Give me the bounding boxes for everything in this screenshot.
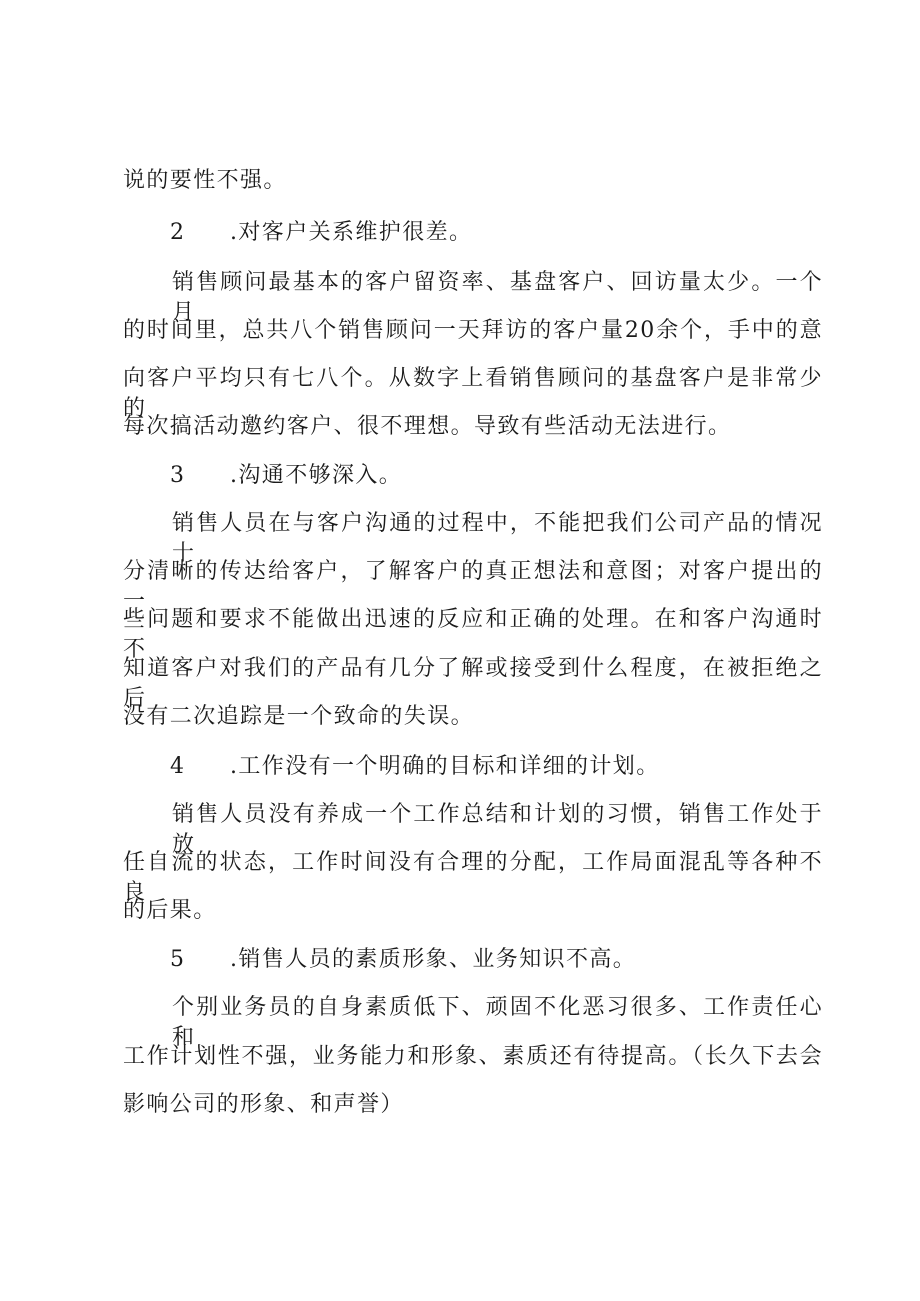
paragraph-line: 销售人员没有养成一个工作总结和计划的习惯，销售工作处于放: [172, 802, 823, 857]
list-number: 4: [170, 754, 184, 779]
list-number: 2: [170, 220, 184, 245]
paragraph-line: 销售人员在与客户沟通的过程中，不能把我们公司产品的情况十: [172, 511, 823, 566]
paragraph-line: 影响公司的形象、和声誉）: [123, 1092, 404, 1117]
section-heading: .工作没有一个明确的目标和详细的计划。: [230, 754, 660, 779]
paragraph-line: 分清晰的传达给客户，了解客户的真正想法和意图；对客户提出的一: [123, 559, 823, 614]
paragraph-line: 知道客户对我们的产品有几分了解或接受到什么程度，在被拒绝之后: [123, 656, 823, 711]
section-heading: .沟通不够深入。: [230, 463, 403, 488]
paragraph-line: 向客户平均只有七八个。从数字上看销售顾问的基盘客户是非常少的: [123, 366, 823, 421]
paragraph-line: 的后果。: [123, 898, 217, 923]
list-number: 3: [170, 463, 184, 488]
paragraph-line: 些问题和要求不能做出迅速的反应和正确的处理。在和客户沟通时不: [123, 607, 823, 662]
paragraph-line: 个别业务员的自身素质低下、顽固不化恶习很多、工作责任心和: [172, 995, 823, 1050]
paragraph-line: 任自流的状态，工作时间没有合理的分配，工作局面混乱等各种不良: [123, 850, 823, 905]
paragraph-line: 说的要性不强。: [123, 168, 287, 193]
list-number: 5: [170, 947, 184, 972]
paragraph-line: 没有二次追踪是一个致命的失误。: [123, 704, 475, 729]
section-heading: .对客户关系维护很差。: [230, 220, 473, 245]
section-heading: .销售人员的素质形象、业务知识不高。: [230, 947, 637, 972]
paragraph-line: 每次搞活动邀约客户、很不理想。导致有些活动无法进行。: [123, 414, 732, 439]
paragraph-line: 销售顾问最基本的客户留资率、基盘客户、回访量太少。一个月: [172, 270, 823, 325]
paragraph-line: 工作计划性不强，业务能力和形象、素质还有待提高。（长久下去会: [123, 1044, 823, 1069]
paragraph-line: 的时间里，总共八个销售顾问一天拜访的客户量20余个，手中的意: [123, 318, 823, 343]
